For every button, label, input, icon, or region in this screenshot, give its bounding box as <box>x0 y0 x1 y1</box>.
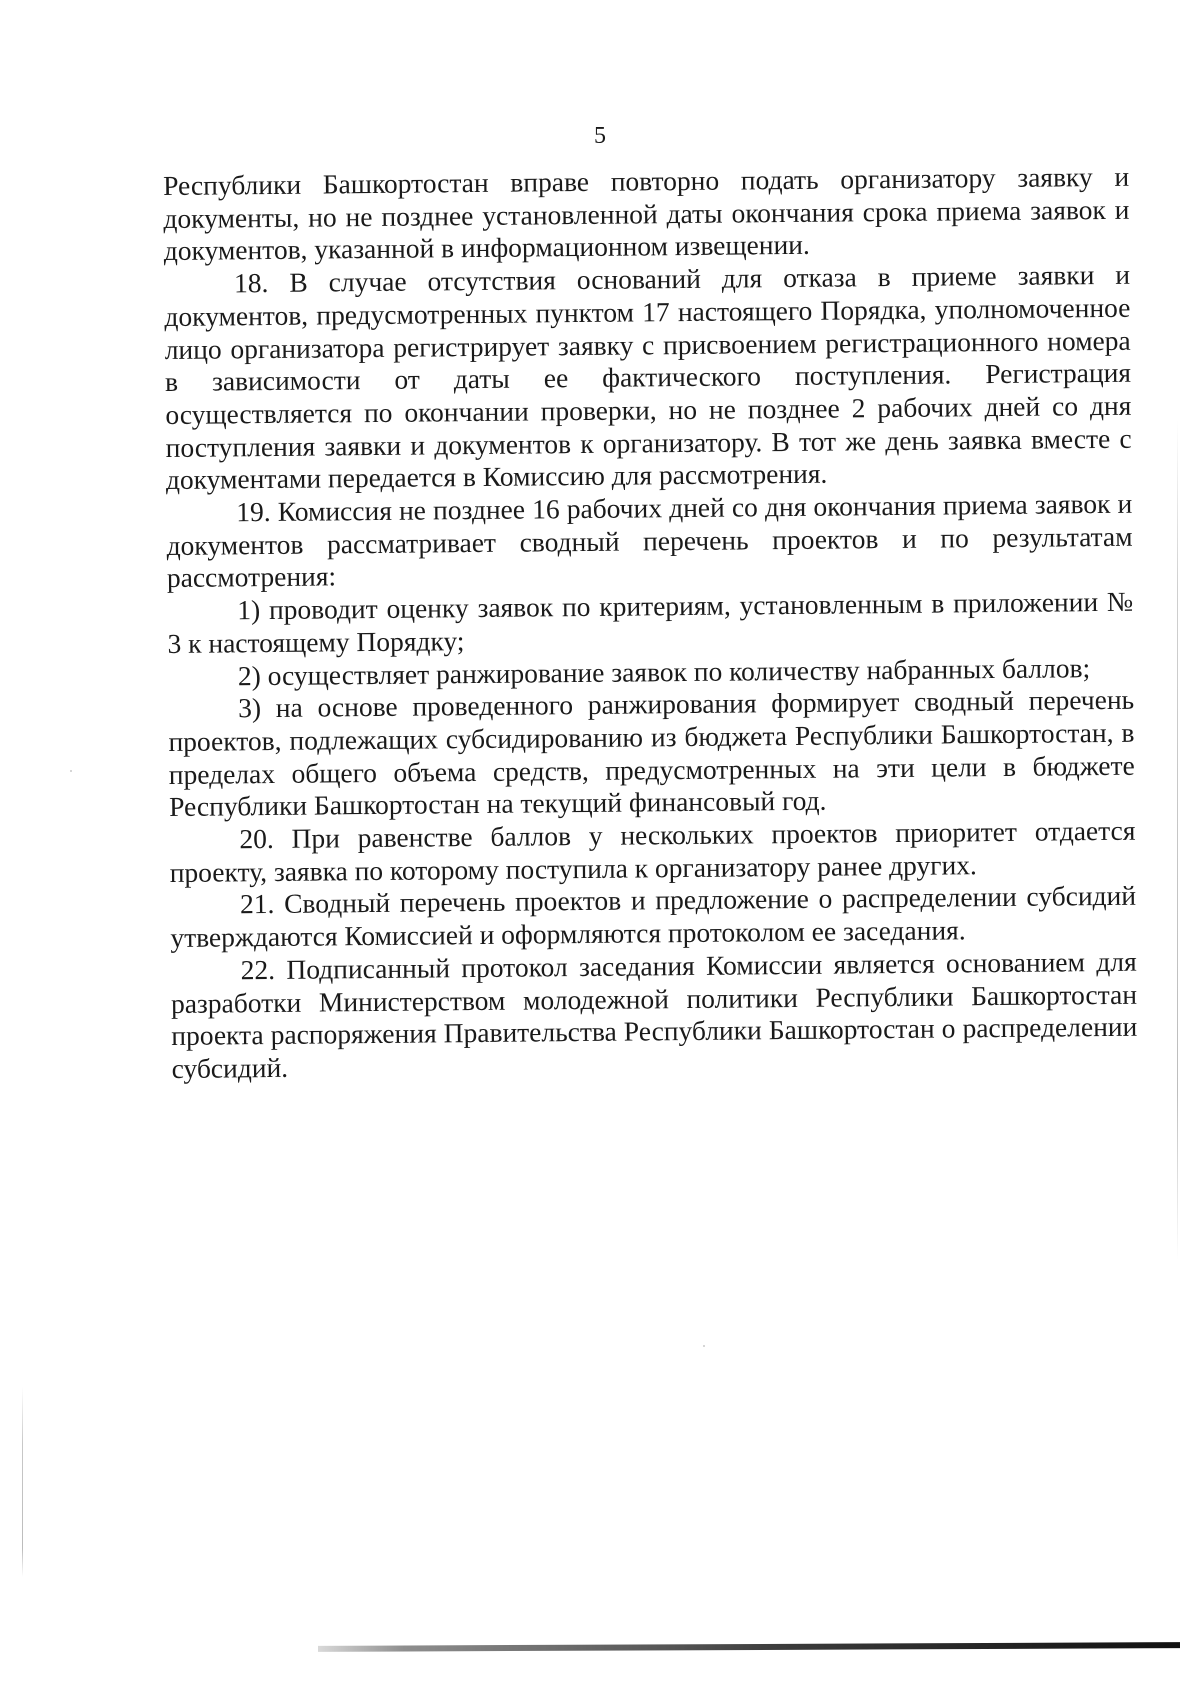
paragraph-18: 18. В случае отсутствия оснований для отказа в приеме заявки и документов, предусмотренных пунктом 17 настоящего Порядка, уполномоченное лицо организатора регистрирует заявку с присвоением регистрационного номера в зависимости от даты ее фактического поступления. Регистрация осуществляется по окончании проверки, но не позднее 2 рабочих дней со дня поступления заявки и документов к организатору. В тот же день заявка вместе с документами передается в Комиссию для рассмотрения. <box>164 258 1132 496</box>
paragraph-19-item-2: 2) осуществляет ранжирование заявок по количеству набранных баллов; <box>237 651 1091 691</box>
scan-edge-left <box>22 1387 23 1577</box>
paragraph-22: 22. Подписанный протокол заседания Комиссии является основанием для разработки Министерством молодежной политики Республики Башкортостан проекта распоряжения Правительства Республики Башкортостан о распределении субсидий. <box>170 945 1138 1084</box>
paragraph-21: 21. Сводный перечень проектов и предложение о распределении субсидий утверждаются Комиссией и оформляются протоколом ее заседания. <box>170 880 1137 954</box>
scan-speck <box>703 1345 705 1347</box>
paragraph-19-item-1: 1) проводит оценку заявок по критериям, установленным в приложении № 3 к настоящему Порядку; <box>167 585 1134 659</box>
paragraph-continuation: Республики Башкортостан вправе повторно подать организатору заявку и документы, но не позднее установленной даты окончания срока приема заявок и документов, указанной в информационном извещении. <box>163 160 1130 267</box>
paragraph-20: 20. При равенстве баллов у нескольких проектов приоритет отдается проекту, заявка по которому поступила к организатору ранее других. <box>169 814 1136 888</box>
scan-edge-right <box>1177 420 1178 1260</box>
paragraph-19-item-3: 3) на основе проведенного ранжирования формирует сводный перечень проектов, подлежащих субсидированию из бюджета Республики Башкортостан, в пределах общего объема средств, предусмотренных на эти цели в бюджете Республики Башкортостан на текущий финансовый год. <box>168 683 1135 823</box>
paragraph-19: 19. Комиссия не позднее 16 рабочих дней со дня окончания приема заявок и документов рассматривает сводный перечень проектов и по результатам рассмотрения: <box>166 487 1133 594</box>
page-number: 5 <box>594 123 606 149</box>
scan-speck <box>70 770 72 772</box>
document-body <box>163 161 1138 1086</box>
bottom-rule <box>318 1642 1180 1652</box>
